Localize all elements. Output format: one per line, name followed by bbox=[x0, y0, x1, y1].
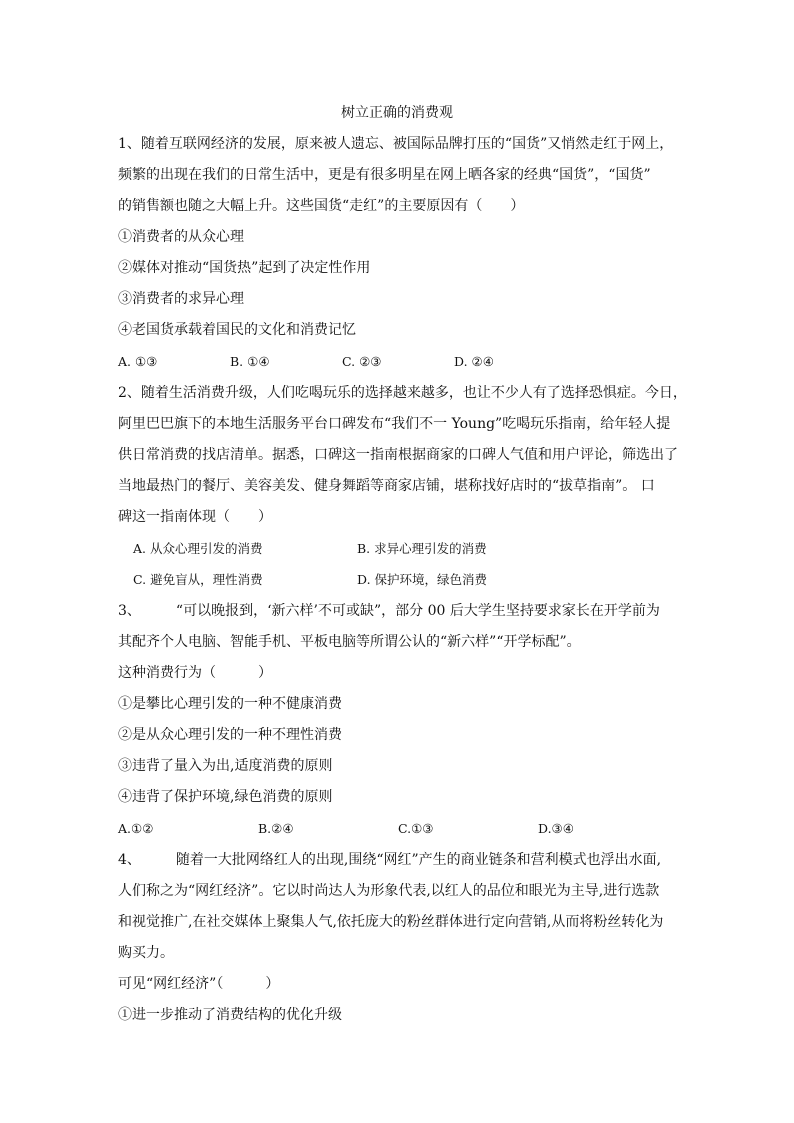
q3-item: ④违背了保护环境,绿色消费的原则 bbox=[118, 789, 333, 805]
q1-item: ②媒体对推动“国货热”起到了决定性作用 bbox=[118, 260, 371, 276]
q3-stem-line: 3、 “可以晚报到，‘新六样’不可或缺”，部分 00 后大学生坚持要求家长在开学前为 bbox=[118, 603, 660, 619]
q3-stem-line: 其配齐个人电脑、智能手机、平板电脑等所谓公认的“新六样”“开学标配”。 bbox=[118, 634, 581, 650]
q3-option-b: B.②④ bbox=[258, 821, 294, 836]
q2-stem-line: 碑这一指南体现（ ） bbox=[118, 509, 272, 525]
q2-option-d: D. 保护环境，绿色消费 bbox=[357, 572, 488, 587]
q1-stem-line: 的销售额也随之大幅上升。这些国货“走红”的主要原因有（ ） bbox=[118, 198, 525, 214]
q2-option-b: B. 求异心理引发的消费 bbox=[357, 541, 487, 556]
q1-option-b: B. ①④ bbox=[230, 354, 270, 369]
q4-stem-line: 购买力。 bbox=[118, 945, 174, 961]
q1-item: ③消费者的求异心理 bbox=[118, 291, 244, 307]
q4-stem-line: 4、 随着一大批网络红人的出现,围绕“网红”产生的商业链条和营利模式也浮出水面, bbox=[118, 852, 662, 868]
q3-stem-line: 这种消费行为（ ） bbox=[118, 665, 272, 681]
q4-stem-line: 和视觉推广,在社交媒体上聚集人气,依托庞大的粉丝群体进行定向营销,从而将粉丝转化为 bbox=[118, 914, 664, 930]
q2-stem-line: 阿里巴巴旗下的本地生活服务平台口碑发布“我们不一 Young”吃喝玩乐指南，给年轻人提 bbox=[118, 416, 671, 432]
q4-item: ①进一步推动了消费结构的优化升级 bbox=[118, 1007, 342, 1023]
q3-item: ②是从众心理引发的一种不理性消费 bbox=[118, 727, 342, 743]
q3-option-a: A.①② bbox=[118, 821, 154, 836]
q2-option-c: C. 避免盲从，理性消费 bbox=[133, 572, 263, 587]
q1-option-a: A. ①③ bbox=[118, 354, 158, 369]
q3-item: ①是攀比心理引发的一种不健康消费 bbox=[118, 696, 342, 712]
q2-stem-line: 当地最热门的餐厅、美容美发、健身舞蹈等商家店铺，堪称找好店时的“拔草指南”。 口 bbox=[118, 478, 655, 494]
q4-stem-line: 可见“网红经济”（ ） bbox=[118, 976, 280, 992]
q1-option-d: D. ②④ bbox=[454, 354, 494, 369]
q1-stem-line: 频繁的出现在我们的日常生活中，更是有很多明星在网上晒各家的经典“国货”，“国货” bbox=[118, 167, 651, 183]
q3-item: ③违背了量入为出,适度消费的原则 bbox=[118, 758, 333, 774]
q1-item: ①消费者的从众心理 bbox=[118, 229, 244, 245]
q3-option-d: D.③④ bbox=[538, 821, 574, 836]
q2-stem-line: 供日常消费的找店清单。据悉，口碑这一指南根据商家的口碑人气值和用户评论，筛选出了 bbox=[118, 447, 678, 463]
q2-option-a: A. 从众心理引发的消费 bbox=[133, 541, 263, 556]
q1-option-c: C. ②③ bbox=[342, 354, 382, 369]
q4-stem-line: 人们称之为“网红经济”。它以时尚达人为形象代表,以红人的品位和眼光为主导,进行选款 bbox=[118, 883, 660, 899]
q1-item: ④老国货承载着国民的文化和消费记忆 bbox=[118, 322, 356, 338]
q1-stem-line: 1、随着互联网经济的发展，原来被人遗忘、被国际品牌打压的“国货”又悄然走红于网上， bbox=[118, 136, 674, 152]
document-title: 树立正确的消费观 bbox=[341, 105, 453, 121]
q2-stem-line: 2、随着生活消费升级，人们吃喝玩乐的选择越来越多，也让不少人有了选择恐惧症。今日， bbox=[118, 385, 687, 401]
q3-option-c: C.①③ bbox=[398, 821, 434, 836]
